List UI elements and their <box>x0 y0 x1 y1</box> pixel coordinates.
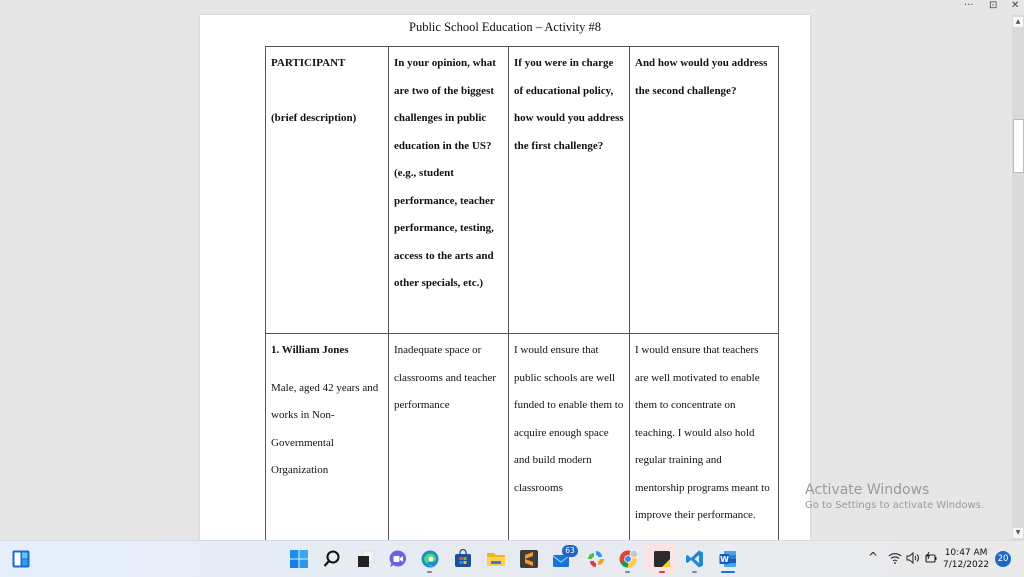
folder-icon[interactable] <box>486 549 506 569</box>
pinwheel-icon[interactable] <box>586 549 606 569</box>
second-solution-cell: I would ensure that teachers are well motivated to enable them to concentrate on teaching. I would also hold regular training and mentorship programs meant to improve their performance. <box>630 334 779 541</box>
clock-time: 10:47 AM <box>944 548 988 558</box>
header-first-challenge: If you were in charge of educational policy, how would you address the first challenge? <box>509 47 630 334</box>
word-icon[interactable] <box>718 549 738 569</box>
header-challenges: In your opinion, what are two of the biggest challenges in public education in the US? (e.g., student performance, teacher performance, testing, access to the arts and other specials, etc.) <box>389 47 509 334</box>
header-second-challenge: And how would you address the second challenge? <box>630 47 779 334</box>
sublime-icon[interactable] <box>519 549 539 569</box>
scroll-up-arrow-icon[interactable]: ▲ <box>1013 17 1023 27</box>
header-participant-sublabel: (brief description) <box>271 111 357 124</box>
document-page <box>200 15 810 540</box>
activate-windows-watermark <box>805 482 984 511</box>
document-title: Public School Education – Activity #8 <box>409 20 601 34</box>
mail-badge: 63 <box>562 545 578 557</box>
watermark-subtitle: Go to Settings to activate Windows. <box>805 500 985 511</box>
windows-logo-icon[interactable] <box>289 549 309 569</box>
sticky-notes-running-indicator <box>659 571 665 573</box>
survey-table <box>265 46 779 540</box>
window-controls <box>934 0 1024 15</box>
table-header-row <box>266 47 779 334</box>
table-row <box>266 334 779 541</box>
close-button[interactable]: ✕ <box>1011 0 1020 11</box>
battery-charging-icon[interactable] <box>924 551 938 565</box>
restore-icon[interactable]: ⊡ <box>989 0 998 11</box>
vscode-running-indicator <box>692 571 697 573</box>
taskbar <box>0 540 1024 577</box>
vertical-scrollbar[interactable] <box>1012 15 1024 540</box>
widgets-icon[interactable] <box>12 550 30 568</box>
challenges-cell: Inadequate space or classrooms and teacher performance <box>389 334 509 541</box>
header-participant <box>266 47 389 334</box>
chrome-icon[interactable] <box>618 549 638 569</box>
more-options-button[interactable]: ··· <box>964 0 974 11</box>
clock-date: 7/12/2022 <box>943 560 990 570</box>
svg-text:W: W <box>720 555 729 564</box>
edge-icon[interactable] <box>420 549 440 569</box>
participant-name: 1. William Jones <box>271 344 349 356</box>
show-hidden-icons-chevron-icon[interactable]: ^ <box>868 550 879 564</box>
word-running-indicator <box>721 571 735 573</box>
watermark-title: Activate Windows <box>805 482 930 498</box>
sticky-notes-icon[interactable] <box>652 549 672 569</box>
header-participant-label: PARTICIPANT <box>271 57 346 69</box>
chrome-running-indicator <box>625 571 630 573</box>
vscode-icon[interactable] <box>685 549 705 569</box>
participant-cell <box>266 334 389 541</box>
chat-icon[interactable] <box>388 549 408 569</box>
participant-description: Male, aged 42 years and works in Non-Governmental Organization <box>271 381 379 476</box>
store-icon[interactable] <box>453 549 473 569</box>
task-view-icon[interactable] <box>356 549 376 569</box>
volume-icon[interactable] <box>906 552 920 564</box>
edge-running-indicator <box>427 571 432 573</box>
notification-count-badge[interactable]: 20 <box>995 551 1011 567</box>
scroll-down-arrow-icon[interactable]: ▼ <box>1013 528 1023 538</box>
scrollbar-thumb[interactable] <box>1013 119 1024 173</box>
system-clock[interactable] <box>943 547 989 571</box>
first-solution-cell: I would ensure that public schools are well funded to enable them to acquire enough space and build modern classrooms <box>509 334 630 541</box>
search-icon[interactable] <box>322 549 342 569</box>
wifi-icon[interactable] <box>888 552 902 564</box>
